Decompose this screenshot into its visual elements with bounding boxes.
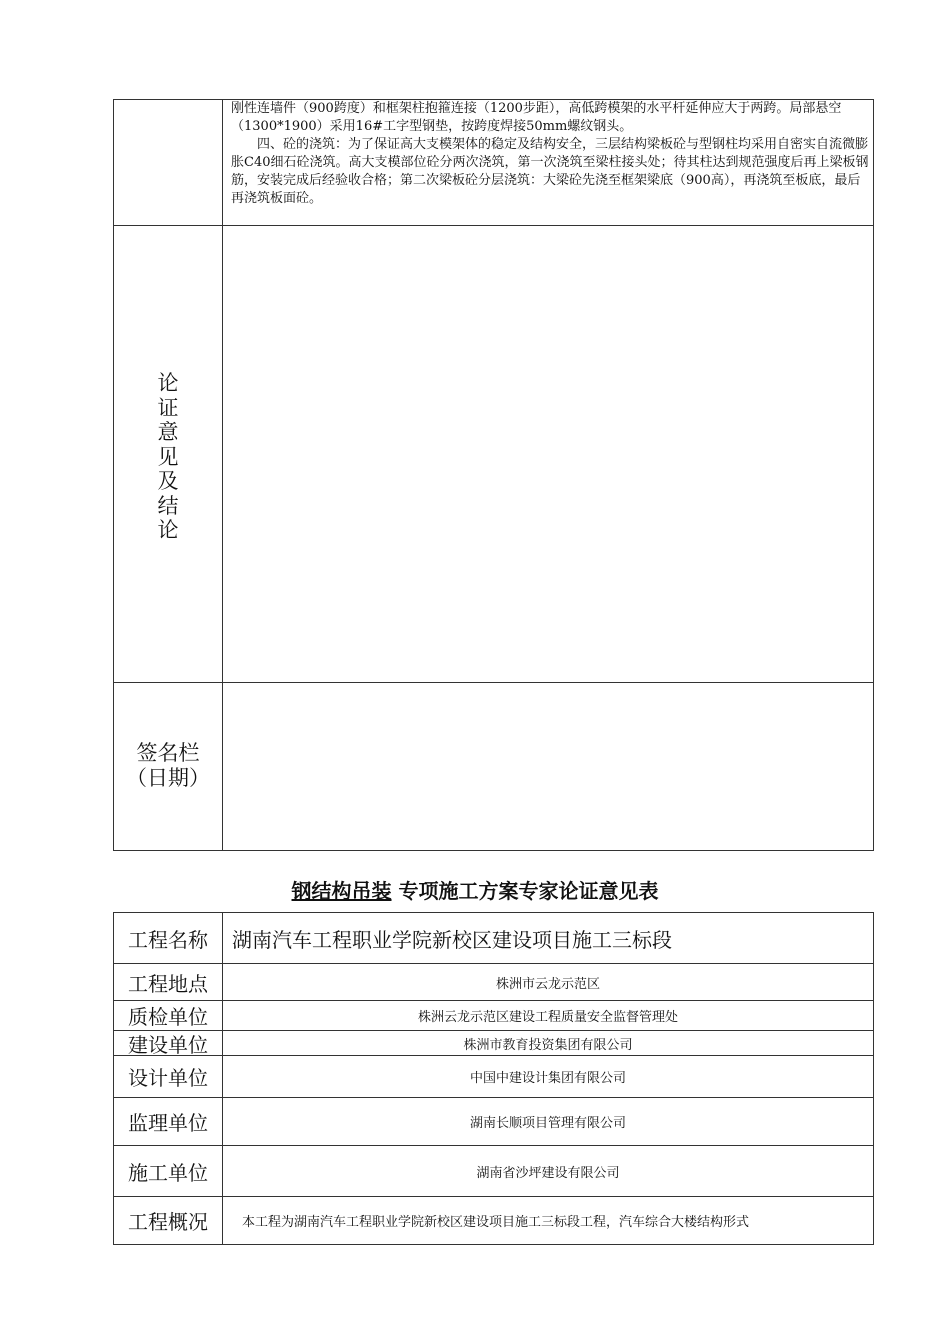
table-row (114, 964, 873, 1001)
row-divider (114, 225, 873, 226)
row-divider (114, 682, 873, 683)
supervision-unit-label: 监理单位 (114, 1098, 223, 1145)
project-info-table (113, 912, 874, 1245)
design-unit-value: 中国中建设计集团有限公司 (469, 1071, 626, 1086)
label-char: 证 (157, 395, 179, 420)
opinion-conclusion-label (114, 371, 222, 543)
label-char: 结 (157, 493, 179, 518)
form-title (0, 875, 950, 904)
project-overview-value: 本工程为湖南汽车工程职业学院新校区建设项目施工三标段工程，汽车综合大楼结构形式 (242, 1215, 750, 1230)
scheme-content-cell (231, 100, 871, 208)
owner-unit-label: 建设单位 (114, 1031, 223, 1055)
label-char: 及 (157, 469, 179, 493)
project-location-label: 工程地点 (114, 964, 223, 1000)
label-char: 意 (157, 420, 179, 444)
project-location-value: 株洲市云龙示范区 (495, 976, 600, 992)
label-char: 论 (157, 371, 179, 395)
design-unit-label: 设计单位 (114, 1056, 223, 1097)
table-row (114, 1031, 873, 1056)
project-name-value: 湖南汽车工程职业学院新校区建设项目施工三标段 (232, 927, 672, 952)
table-row (114, 1146, 873, 1197)
construction-unit-value: 湖南省沙坪建设有限公司 (476, 1165, 620, 1181)
project-name-label: 工程名称 (114, 913, 223, 963)
column-divider (222, 100, 223, 850)
label-char: 论 (157, 518, 179, 542)
signature-label-line: 签名栏 (136, 741, 200, 765)
quality-unit-value: 株洲云龙示范区建设工程质量安全监督管理处 (417, 1010, 678, 1025)
construction-unit-label: 施工单位 (114, 1146, 223, 1196)
quality-unit-label: 质检单位 (114, 1001, 223, 1030)
form-title-text: 专项施工方案专家论证意见表 (391, 879, 659, 903)
table-row (114, 1056, 873, 1098)
supervision-unit-value: 湖南长顺项目管理有限公司 (469, 1116, 626, 1131)
opinion-table (113, 99, 874, 851)
table-row (114, 913, 873, 964)
table-row (114, 1098, 873, 1146)
project-overview-label: 工程概况 (114, 1197, 223, 1244)
signature-date-line: （日期） (126, 765, 210, 790)
owner-unit-value: 株洲市教育投资集团有限公司 (463, 1037, 633, 1053)
content-paragraph-2: 四、砼的浇筑：为了保证高大支模架体的稳定及结构安全，三层结构梁板砼与型钢柱均采用自密实自流微膨胀C40细石砼浇筑。高大支模部位砼分两次浇筑，第一次浇筑至梁柱接头处；待其柱达到规范强度后再上梁板钢筋，安装完成后经验收合格；第二次梁板砼分层浇筑：大梁砼先浇至框架梁底（900高），再浇筑至板底，最后再浇筑板面砼。 (231, 137, 869, 206)
content-paragraph-1: 刚性连墙件（900跨度）和框架柱抱箍连接（1200步距），高低跨模架的水平杆延伸应大于两跨。局部悬空（1300*1900）采用16#工字型钢垫，按跨度焊接50mm螺纹钢头。 (231, 101, 842, 134)
signature-label (114, 741, 222, 790)
table-row (114, 1197, 873, 1244)
label-char: 见 (157, 444, 179, 469)
table-row (114, 1001, 873, 1031)
form-title-subject: 钢结构吊装 (291, 879, 392, 903)
